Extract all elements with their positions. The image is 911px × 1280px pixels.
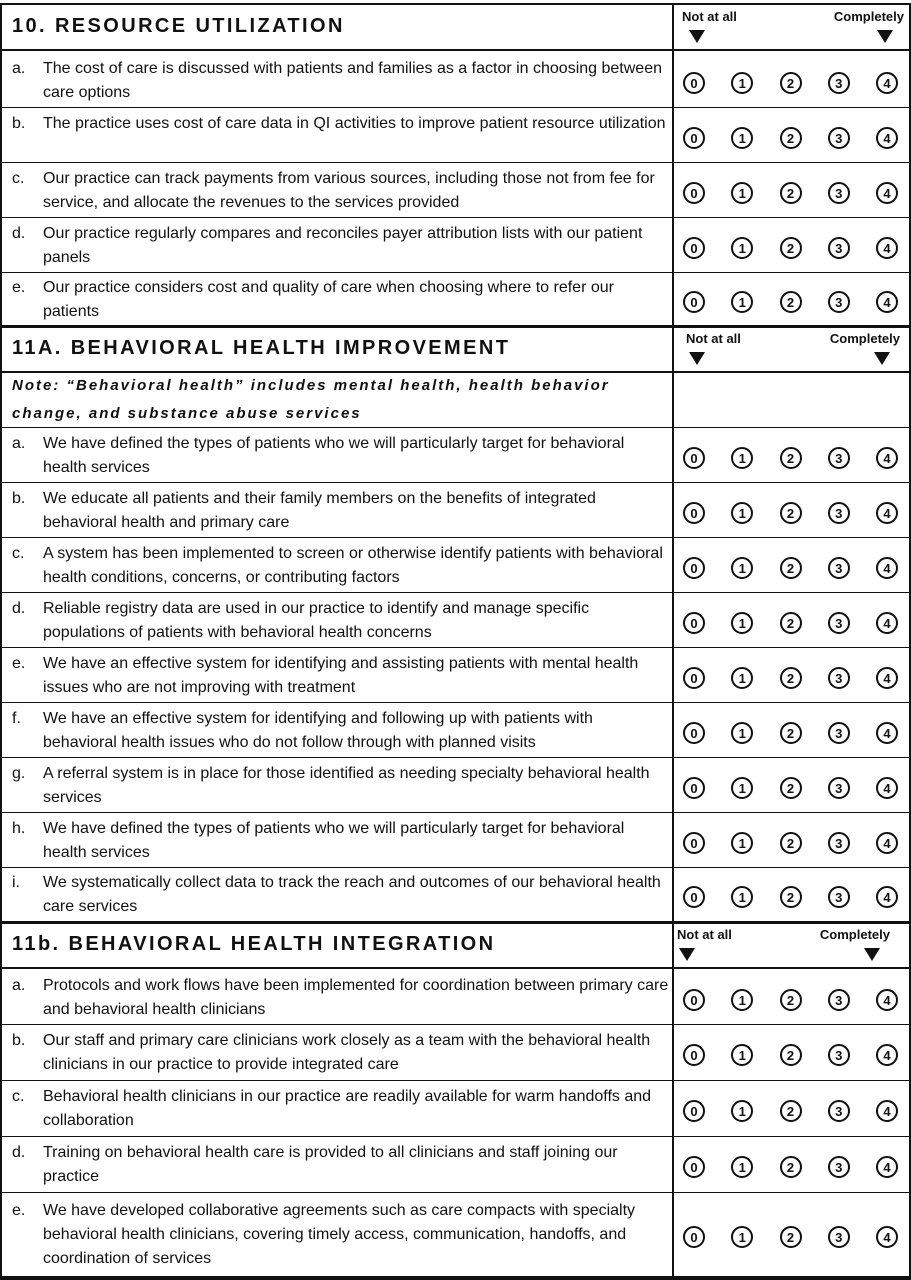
rating-option-2[interactable]: 2 bbox=[780, 291, 802, 313]
rating-option-1[interactable]: 1 bbox=[731, 291, 753, 313]
question-text: Protocols and work flows have been implemented for coordination between primary care and behavioral health clinicians bbox=[43, 977, 669, 1018]
rating-option-2[interactable]: 2 bbox=[780, 557, 802, 579]
rating-option-4[interactable]: 4 bbox=[876, 557, 898, 579]
rating-option-2[interactable]: 2 bbox=[780, 1100, 802, 1122]
item-letter: d. bbox=[12, 225, 26, 242]
rating-option-4[interactable]: 4 bbox=[876, 72, 898, 94]
rating-option-4[interactable]: 4 bbox=[876, 237, 898, 259]
question-row bbox=[0, 538, 911, 593]
question-text: A referral system is in place for those identified as needing specialty behavioral health services bbox=[43, 765, 650, 806]
rating-scale bbox=[683, 72, 898, 94]
rating-scale bbox=[683, 722, 898, 744]
rating-option-2[interactable]: 2 bbox=[780, 722, 802, 744]
question-row bbox=[0, 273, 911, 327]
rating-option-3[interactable]: 3 bbox=[828, 557, 850, 579]
question-text: We have an effective system for identifying and assisting patients with mental health issues who are not improving with treatment bbox=[43, 655, 639, 696]
rating-scale bbox=[683, 832, 898, 854]
rating-option-3[interactable]: 3 bbox=[828, 127, 850, 149]
rating-option-0[interactable]: 0 bbox=[683, 722, 705, 744]
rating-option-1[interactable]: 1 bbox=[731, 1226, 753, 1248]
question-row bbox=[0, 813, 911, 868]
scale-low-label: Not at all bbox=[682, 9, 737, 24]
rating-option-0[interactable]: 0 bbox=[683, 886, 705, 908]
item-letter: e. bbox=[12, 1202, 26, 1219]
rating-option-2[interactable]: 2 bbox=[780, 447, 802, 469]
rating-option-0[interactable]: 0 bbox=[683, 502, 705, 524]
question-text: Our practice considers cost and quality of care when choosing where to refer our patients bbox=[43, 279, 614, 320]
rating-option-0[interactable]: 0 bbox=[683, 237, 705, 259]
question-row bbox=[0, 1025, 911, 1081]
rating-scale bbox=[683, 127, 898, 149]
question-row bbox=[0, 970, 911, 1025]
rating-option-0[interactable]: 0 bbox=[683, 1100, 705, 1122]
rating-option-4[interactable]: 4 bbox=[876, 127, 898, 149]
rating-option-3[interactable]: 3 bbox=[828, 722, 850, 744]
rating-option-0[interactable]: 0 bbox=[683, 777, 705, 799]
rating-option-3[interactable]: 3 bbox=[828, 1156, 850, 1178]
rating-scale bbox=[683, 447, 898, 469]
rating-option-0[interactable]: 0 bbox=[683, 291, 705, 313]
rating-option-2[interactable]: 2 bbox=[780, 502, 802, 524]
item-letter: g. bbox=[12, 765, 26, 782]
down-arrow-icon bbox=[689, 30, 705, 43]
rating-option-0[interactable]: 0 bbox=[683, 447, 705, 469]
question-row bbox=[0, 868, 911, 922]
rating-option-2[interactable]: 2 bbox=[780, 237, 802, 259]
question-text: Reliable registry data are used in our practice to identify and manage specific populations of patients with behavioral health concerns bbox=[43, 600, 590, 641]
question-row bbox=[0, 648, 911, 703]
question-row bbox=[0, 758, 911, 813]
question-row bbox=[0, 163, 911, 218]
rating-option-1[interactable]: 1 bbox=[731, 72, 753, 94]
rating-scale bbox=[683, 1226, 898, 1248]
rating-option-4[interactable]: 4 bbox=[876, 612, 898, 634]
rating-option-3[interactable]: 3 bbox=[828, 1044, 850, 1066]
question-row bbox=[0, 53, 911, 108]
rating-scale bbox=[683, 1156, 898, 1178]
rating-option-1[interactable]: 1 bbox=[731, 1156, 753, 1178]
rating-option-2[interactable]: 2 bbox=[780, 832, 802, 854]
rating-option-4[interactable]: 4 bbox=[876, 832, 898, 854]
rating-option-0[interactable]: 0 bbox=[683, 1156, 705, 1178]
rating-option-0[interactable]: 0 bbox=[683, 667, 705, 689]
question-text: Our practice regularly compares and reconciles payer attribution lists with our patient panels bbox=[43, 225, 643, 266]
rating-option-0[interactable]: 0 bbox=[683, 72, 705, 94]
rating-option-2[interactable]: 2 bbox=[780, 182, 802, 204]
item-letter: d. bbox=[12, 600, 26, 617]
rating-option-2[interactable]: 2 bbox=[780, 667, 802, 689]
rating-option-1[interactable]: 1 bbox=[731, 502, 753, 524]
rating-option-3[interactable]: 3 bbox=[828, 886, 850, 908]
question-text: Our practice can track payments from various sources, including those not from fee for service, and allocate the revenues to the services provided bbox=[43, 170, 655, 211]
rating-option-1[interactable]: 1 bbox=[731, 612, 753, 634]
question-row bbox=[0, 1081, 911, 1137]
rating-option-2[interactable]: 2 bbox=[780, 1044, 802, 1066]
rating-option-1[interactable]: 1 bbox=[731, 1044, 753, 1066]
rating-option-1[interactable]: 1 bbox=[731, 989, 753, 1011]
section-title: 10. RESOURCE UTILIZATION bbox=[12, 15, 345, 37]
section-divider bbox=[0, 325, 911, 328]
item-letter: b. bbox=[12, 115, 26, 132]
rating-option-1[interactable]: 1 bbox=[731, 127, 753, 149]
question-text: We have defined the types of patients who we will particularly target for behavioral health services bbox=[43, 435, 625, 476]
rating-scale bbox=[683, 886, 898, 908]
item-letter: a. bbox=[12, 60, 26, 77]
question-text: We have defined the types of patients who we will particularly target for behavioral health services bbox=[43, 820, 625, 861]
rating-option-3[interactable]: 3 bbox=[828, 72, 850, 94]
scale-low-label: Not at all bbox=[677, 927, 732, 942]
question-text: We systematically collect data to track the reach and outcomes of our behavioral health care services bbox=[43, 874, 661, 915]
rating-option-4[interactable]: 4 bbox=[876, 182, 898, 204]
rating-option-0[interactable]: 0 bbox=[683, 1226, 705, 1248]
rating-option-2[interactable]: 2 bbox=[780, 127, 802, 149]
rating-option-0[interactable]: 0 bbox=[683, 989, 705, 1011]
rating-scale bbox=[683, 182, 898, 204]
rating-option-1[interactable]: 1 bbox=[731, 832, 753, 854]
frame-top bbox=[0, 3, 911, 5]
rating-option-4[interactable]: 4 bbox=[876, 447, 898, 469]
rating-option-3[interactable]: 3 bbox=[828, 989, 850, 1011]
down-arrow-icon bbox=[874, 352, 890, 365]
rating-option-1[interactable]: 1 bbox=[731, 447, 753, 469]
rating-scale bbox=[683, 502, 898, 524]
down-arrow-icon bbox=[877, 30, 893, 43]
rating-option-3[interactable]: 3 bbox=[828, 612, 850, 634]
question-row bbox=[0, 1137, 911, 1193]
item-letter: h. bbox=[12, 820, 26, 837]
rating-scale bbox=[683, 237, 898, 259]
rating-option-4[interactable]: 4 bbox=[876, 886, 898, 908]
rating-option-4[interactable]: 4 bbox=[876, 667, 898, 689]
rating-scale bbox=[683, 989, 898, 1011]
item-letter: e. bbox=[12, 279, 26, 296]
question-row bbox=[0, 108, 911, 163]
question-text: We have developed collaborative agreements such as care compacts with specialty behavioral health clinicians, covering timely access, communication, handoffs, and coordination of services bbox=[43, 1202, 636, 1267]
scale-high-label: Completely bbox=[819, 927, 890, 942]
section-title: 11b. BEHAVIORAL HEALTH INTEGRATION bbox=[12, 933, 496, 955]
question-text: The cost of care is discussed with patients and families as a factor in choosing between care options bbox=[43, 60, 662, 101]
question-text: We have an effective system for identifying and following up with patients with behavioral health issues who do not follow through with planned visits bbox=[43, 710, 593, 751]
rating-option-3[interactable]: 3 bbox=[828, 1100, 850, 1122]
rating-option-3[interactable]: 3 bbox=[828, 237, 850, 259]
rating-option-1[interactable]: 1 bbox=[731, 1100, 753, 1122]
question-text: The practice uses cost of care data in QI activities to improve patient resource utilization bbox=[43, 115, 666, 132]
rating-option-3[interactable]: 3 bbox=[828, 667, 850, 689]
rating-option-4[interactable]: 4 bbox=[876, 1044, 898, 1066]
rating-scale bbox=[683, 1100, 898, 1122]
item-letter: d. bbox=[12, 1144, 26, 1161]
rating-option-0[interactable]: 0 bbox=[683, 127, 705, 149]
rating-option-1[interactable]: 1 bbox=[731, 182, 753, 204]
item-letter: b. bbox=[12, 490, 26, 507]
rating-option-3[interactable]: 3 bbox=[828, 832, 850, 854]
rating-option-2[interactable]: 2 bbox=[780, 1156, 802, 1178]
rating-option-4[interactable]: 4 bbox=[876, 1100, 898, 1122]
rating-scale bbox=[683, 777, 898, 799]
scale-low-label: Not at all bbox=[686, 331, 741, 346]
rating-scale bbox=[683, 667, 898, 689]
item-letter: c. bbox=[12, 1088, 25, 1105]
question-row bbox=[0, 483, 911, 538]
rating-option-0[interactable]: 0 bbox=[683, 832, 705, 854]
question-text: We educate all patients and their family members on the benefits of integrated behavioral health and primary care bbox=[43, 490, 596, 531]
rating-scale bbox=[683, 291, 898, 313]
down-arrow-icon bbox=[864, 948, 880, 961]
rating-option-2[interactable]: 2 bbox=[780, 1226, 802, 1248]
question-row bbox=[0, 593, 911, 648]
rating-option-3[interactable]: 3 bbox=[828, 777, 850, 799]
header-rule bbox=[0, 49, 911, 51]
rating-option-0[interactable]: 0 bbox=[683, 557, 705, 579]
rating-option-4[interactable]: 4 bbox=[876, 291, 898, 313]
rating-option-4[interactable]: 4 bbox=[876, 989, 898, 1011]
rating-option-0[interactable]: 0 bbox=[683, 1044, 705, 1066]
rating-option-1[interactable]: 1 bbox=[731, 722, 753, 744]
item-letter: a. bbox=[12, 435, 26, 452]
question-row bbox=[0, 703, 911, 758]
rating-option-4[interactable]: 4 bbox=[876, 1156, 898, 1178]
question-text: Behavioral health clinicians in our practice are readily available for warm handoffs and collaboration bbox=[43, 1088, 652, 1129]
down-arrow-icon bbox=[679, 948, 695, 961]
section-divider bbox=[0, 921, 911, 924]
rating-option-4[interactable]: 4 bbox=[876, 502, 898, 524]
item-letter: c. bbox=[12, 545, 25, 562]
down-arrow-icon bbox=[689, 352, 705, 365]
item-letter: i. bbox=[12, 874, 20, 891]
rating-option-1[interactable]: 1 bbox=[731, 557, 753, 579]
item-letter: e. bbox=[12, 655, 26, 672]
rating-option-4[interactable]: 4 bbox=[876, 777, 898, 799]
question-row bbox=[0, 218, 911, 273]
question-text: Training on behavioral health care is provided to all clinicians and staff joining our practice bbox=[43, 1144, 618, 1185]
section-title: 11A. BEHAVIORAL HEALTH IMPROVEMENT bbox=[12, 337, 511, 359]
frame-bottom bbox=[0, 1276, 911, 1280]
item-letter: c. bbox=[12, 170, 25, 187]
rating-option-2[interactable]: 2 bbox=[780, 989, 802, 1011]
rating-option-1[interactable]: 1 bbox=[731, 237, 753, 259]
question-text: A system has been implemented to screen or otherwise identify patients with behavioral health conditions, concerns, or contributing factors bbox=[43, 545, 663, 586]
section-note: Note: “Behavioral health” includes mental health, health behavior change, and substance abuse services bbox=[12, 377, 610, 422]
rating-option-4[interactable]: 4 bbox=[876, 1226, 898, 1248]
rating-option-3[interactable]: 3 bbox=[828, 502, 850, 524]
question-row bbox=[0, 428, 911, 483]
rating-option-0[interactable]: 0 bbox=[683, 612, 705, 634]
rating-option-1[interactable]: 1 bbox=[731, 777, 753, 799]
rating-scale bbox=[683, 612, 898, 634]
item-letter: f. bbox=[12, 710, 21, 727]
item-letter: a. bbox=[12, 977, 26, 994]
question-row bbox=[0, 1193, 911, 1276]
rating-option-2[interactable]: 2 bbox=[780, 72, 802, 94]
rating-option-3[interactable]: 3 bbox=[828, 1226, 850, 1248]
rating-option-2[interactable]: 2 bbox=[780, 612, 802, 634]
item-letter: b. bbox=[12, 1032, 26, 1049]
rating-option-2[interactable]: 2 bbox=[780, 886, 802, 908]
rating-option-1[interactable]: 1 bbox=[731, 886, 753, 908]
header-rule bbox=[0, 967, 911, 969]
rating-option-3[interactable]: 3 bbox=[828, 291, 850, 313]
rating-option-0[interactable]: 0 bbox=[683, 182, 705, 204]
scale-high-label: Completely bbox=[833, 9, 904, 24]
rating-option-1[interactable]: 1 bbox=[731, 667, 753, 689]
rating-option-3[interactable]: 3 bbox=[828, 447, 850, 469]
rating-scale bbox=[683, 1044, 898, 1066]
rating-option-4[interactable]: 4 bbox=[876, 722, 898, 744]
scale-high-label: Completely bbox=[829, 331, 900, 346]
rating-scale bbox=[683, 557, 898, 579]
question-text: Our staff and primary care clinicians work closely as a team with the behavioral health clinicians in our practice to provide integrated care bbox=[43, 1032, 651, 1073]
rating-option-2[interactable]: 2 bbox=[780, 777, 802, 799]
rating-option-3[interactable]: 3 bbox=[828, 182, 850, 204]
